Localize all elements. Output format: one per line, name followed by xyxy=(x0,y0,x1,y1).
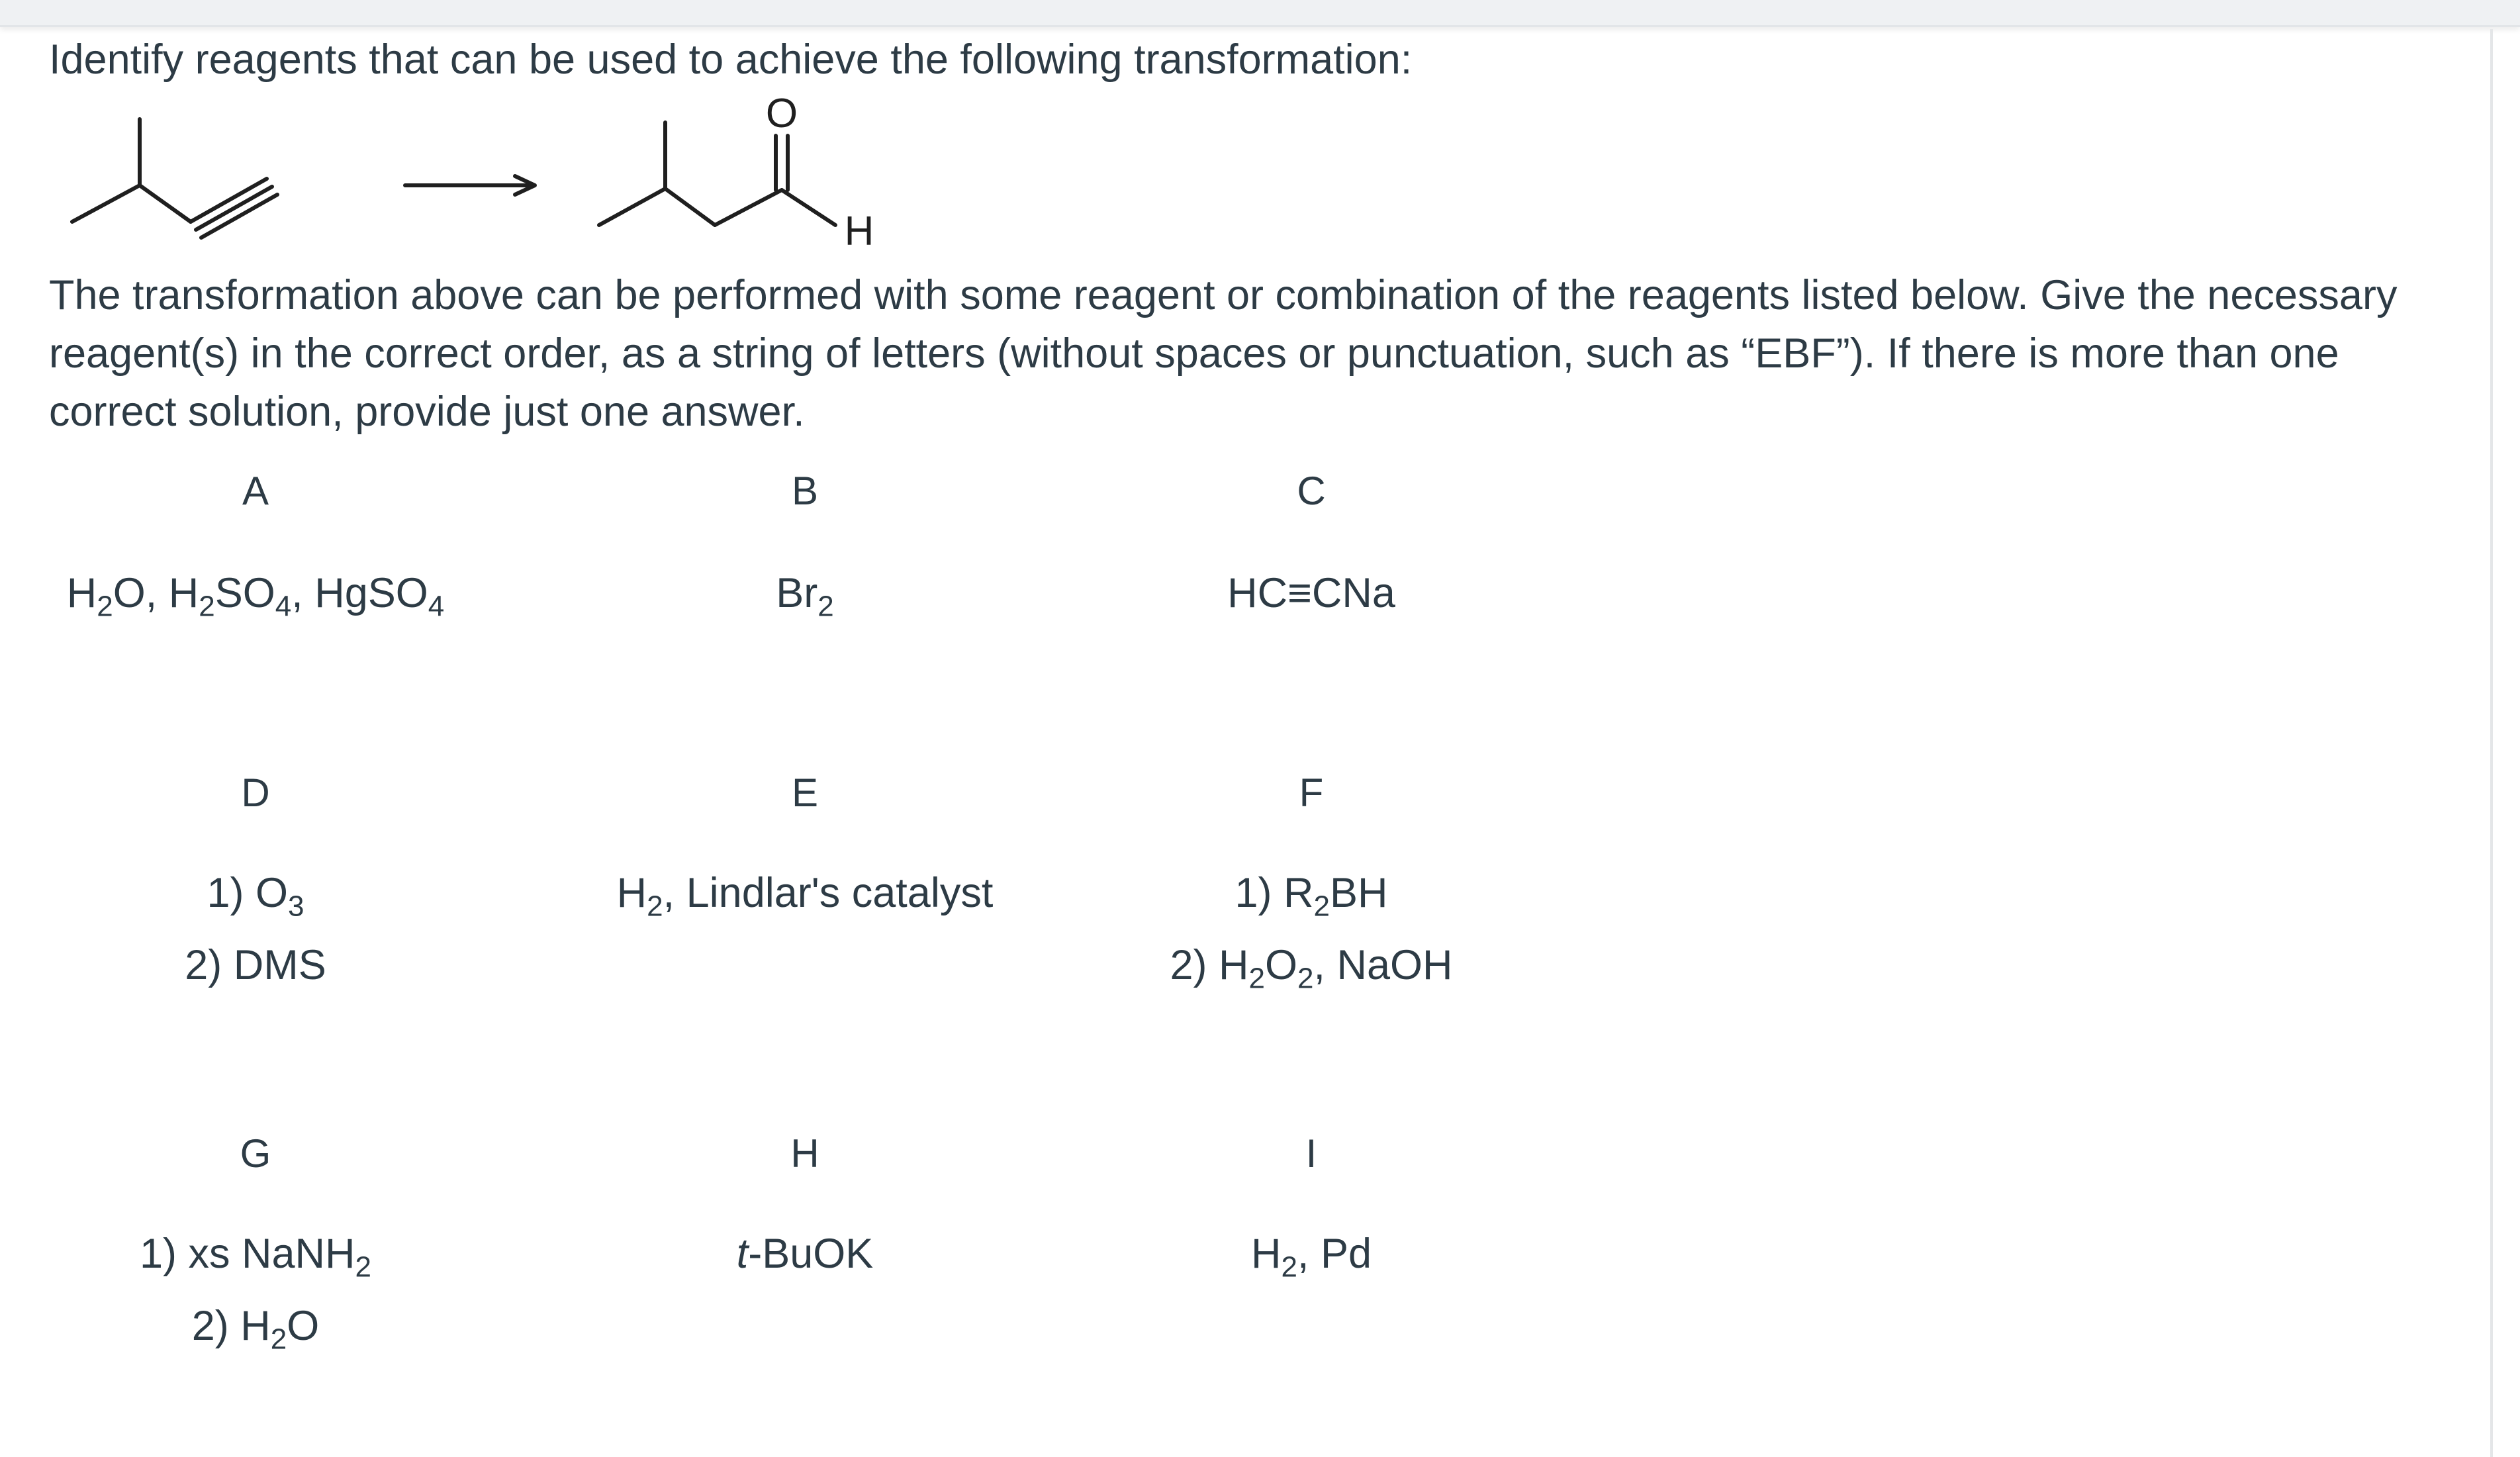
reagent-label-b: B xyxy=(791,469,819,513)
instructions-text: The transformation above can be performed with some reagent or combination of the reagents listed below. Give the necessary reagent(s) in the correct order, as a string of letters (without spaces or punctuation, such as “EBF”). If there is more than one correct solution, provide just one answer. xyxy=(49,272,2398,435)
reagent-value-d: 1) $O_3$ 2) DMS xyxy=(185,870,326,988)
reagent-value-c: HC≡CNa xyxy=(1227,570,1395,616)
product-oxygen-atom: O xyxy=(765,91,798,136)
reagent-value-i: $H_2$, Pd xyxy=(1250,1231,1372,1284)
reagent-label-e: E xyxy=(791,771,819,815)
reaction-arrow xyxy=(405,176,535,195)
reagent-value-f: 1) $R_2BH$ 2) $H_2O_2$, NaOH xyxy=(1170,870,1453,995)
top-bar xyxy=(0,0,2520,27)
reagent-label-a: A xyxy=(242,469,269,513)
reagent-value-h: t-BuOK xyxy=(736,1231,874,1277)
reagent-value-e: $H_2$, Lindlar's catalyst xyxy=(616,870,994,923)
reagent-label-d: D xyxy=(241,771,270,815)
product-hydrogen-atom: H xyxy=(844,209,874,254)
reagent-label-g: G xyxy=(240,1131,271,1176)
starting-material-structure xyxy=(72,119,277,238)
reagent-label-f: F xyxy=(1299,771,1324,815)
product-structure xyxy=(599,122,835,225)
reagent-label-c: C xyxy=(1297,469,1326,513)
reagent-value-a: $H_2O$, $H_2SO_4$, HgSO$_4$ xyxy=(66,570,445,623)
reagent-label-i: I xyxy=(1305,1131,1317,1176)
reagent-label-h: H xyxy=(790,1131,819,1176)
reagent-value-g: 1) xs NaNH$_2$ 2) $H_2O$ xyxy=(139,1231,372,1356)
reagent-value-b: $Br_2$ xyxy=(776,570,834,623)
right-border xyxy=(2490,29,2493,1457)
question-title: Identify reagents that can be used to achieve the following transformation: xyxy=(49,36,1413,83)
reaction-scheme xyxy=(0,86,993,265)
